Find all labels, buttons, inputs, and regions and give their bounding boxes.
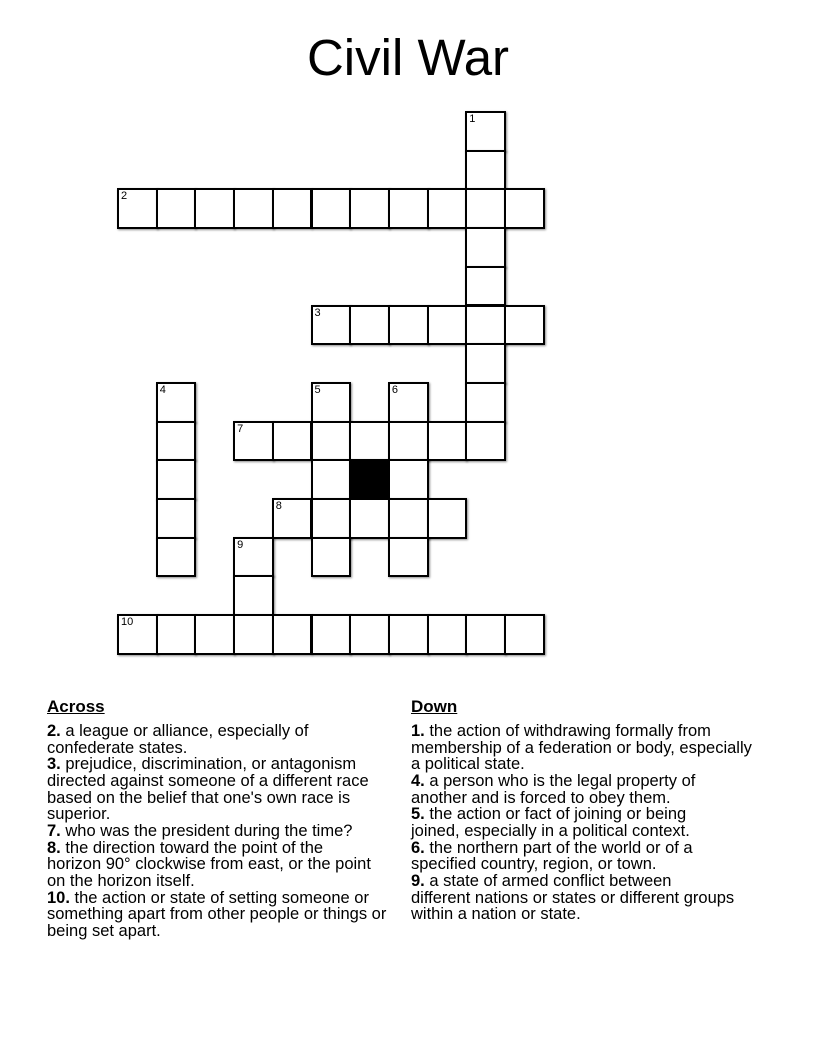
grid-cell[interactable] <box>311 382 352 423</box>
grid-cell[interactable] <box>465 188 506 229</box>
clue-item: 2. a league or alliance, especially of confederate states. <box>47 722 309 757</box>
clue-number: 3. <box>47 755 61 774</box>
clue-number: 4. <box>411 771 425 790</box>
grid-cell[interactable] <box>388 421 429 462</box>
grid-cell[interactable] <box>311 421 352 462</box>
grid-cell[interactable] <box>427 498 468 539</box>
grid-cell[interactable] <box>194 188 235 229</box>
cell-number: 9 <box>237 538 244 551</box>
grid-cell[interactable] <box>233 421 274 462</box>
grid-cell[interactable] <box>427 305 468 346</box>
grid-cell[interactable] <box>272 614 313 655</box>
grid-cell[interactable] <box>272 421 313 462</box>
grid-cell[interactable] <box>233 575 274 616</box>
grid-cell[interactable] <box>233 537 274 578</box>
grid-cell[interactable] <box>349 614 390 655</box>
grid-cell[interactable] <box>388 382 429 423</box>
grid-cell[interactable] <box>427 421 468 462</box>
grid-cell[interactable] <box>465 266 506 307</box>
cell-number: 10 <box>121 616 134 629</box>
grid-cell[interactable] <box>465 150 506 191</box>
grid-cell[interactable] <box>311 188 352 229</box>
clue-item: 7. who was the president during the time? <box>47 821 353 840</box>
clue-item: 4. a person who is the legal property of another and is forced to obey them. <box>411 771 696 807</box>
grid-cell[interactable] <box>504 614 545 655</box>
cell-number: 1 <box>469 113 476 125</box>
grid-cell[interactable] <box>194 614 235 655</box>
grid-cell[interactable] <box>388 188 429 229</box>
clue-number: 5. <box>411 805 425 824</box>
clue-number: 8. <box>47 838 61 857</box>
grid-cell[interactable] <box>465 305 506 346</box>
clue-item: 6. the northern part of the world or of a specified country, region, or town. <box>411 838 693 874</box>
grid-cell[interactable] <box>272 498 313 539</box>
grid-cell[interactable] <box>311 459 352 500</box>
grid-cell[interactable] <box>388 459 429 500</box>
grid-cell[interactable] <box>504 305 545 346</box>
cell-number: 4 <box>159 383 166 396</box>
grid-cell[interactable] <box>156 421 197 462</box>
grid-cell[interactable] <box>349 305 390 346</box>
cell-number: 8 <box>275 500 282 512</box>
grid-cell[interactable] <box>117 188 158 229</box>
clue-number: 10. <box>47 888 70 907</box>
grid-cell[interactable] <box>465 227 506 268</box>
grid-cell[interactable] <box>156 498 197 539</box>
across-clues <box>47 697 409 940</box>
cell-number: 6 <box>391 383 399 396</box>
grid-cell[interactable] <box>156 537 197 578</box>
clue-number: 2. <box>47 722 61 740</box>
clue-number: 7. <box>47 821 61 840</box>
grid-cell[interactable] <box>349 188 390 229</box>
grid-cell[interactable] <box>117 614 158 655</box>
cell-number: 5 <box>314 383 321 396</box>
grid-cell[interactable] <box>427 614 468 655</box>
clue-item: 1. the action of withdrawing formally from membership of a federation or body, especially a political state. <box>411 722 752 774</box>
grid-cell[interactable] <box>156 382 197 423</box>
clue-item: 3. prejudice, discrimination, or antagonism directed against someone of a different race based on the belief that one's own race is superior. <box>47 755 369 824</box>
grid-cell[interactable] <box>311 305 352 346</box>
grid-cell[interactable] <box>388 614 429 655</box>
cell-number: 2 <box>121 190 128 203</box>
clue-item: 5. the action or fact of joining or being joined, especially in a political context. <box>411 805 690 840</box>
down-clues <box>411 697 773 923</box>
down-heading: Down <box>411 697 458 716</box>
cell-number: 7 <box>237 422 244 435</box>
clue-number: 6. <box>411 838 425 857</box>
cell-number: 3 <box>314 306 321 319</box>
grid-cell[interactable] <box>311 537 352 578</box>
clue-number: 9. <box>411 871 425 890</box>
grid-cell[interactable] <box>427 188 468 229</box>
grid-cell[interactable] <box>233 614 274 655</box>
grid-cell[interactable] <box>388 498 429 539</box>
grid-cell[interactable] <box>388 305 429 346</box>
grid-cell[interactable] <box>156 188 197 229</box>
grid-cell[interactable] <box>311 614 352 655</box>
clue-item: 8. the direction toward the point of the horizon 90° clockwise from east, or the point on the horizon itself. <box>47 838 371 890</box>
grid-cell[interactable] <box>349 498 390 539</box>
grid-cell[interactable] <box>465 421 506 462</box>
grid-cell[interactable] <box>272 188 313 229</box>
grid-cell[interactable] <box>233 188 274 229</box>
grid-cell[interactable] <box>156 459 197 500</box>
down-clue-list <box>411 723 773 923</box>
black-cell <box>349 459 390 500</box>
clue-item: 10. the action or state of setting someone or something apart from other people or things or being set apart. <box>47 888 387 940</box>
grid-cell[interactable] <box>504 188 545 229</box>
clue-item: 9. a state of armed conflict between different nations or states or different groups within a nation or state. <box>411 871 735 924</box>
clue-number: 1. <box>411 722 425 740</box>
grid-cell[interactable] <box>156 614 197 655</box>
grid-cell[interactable] <box>388 537 429 578</box>
grid-cell[interactable] <box>465 614 506 655</box>
across-heading: Across <box>47 697 105 716</box>
grid-cell[interactable] <box>465 111 506 152</box>
grid-cell[interactable] <box>465 382 506 423</box>
grid-cell[interactable] <box>311 498 352 539</box>
across-clue-list <box>47 723 409 940</box>
grid-cell[interactable] <box>465 343 506 384</box>
grid-cell[interactable] <box>349 421 390 462</box>
page-title: Civil War <box>306 29 510 86</box>
